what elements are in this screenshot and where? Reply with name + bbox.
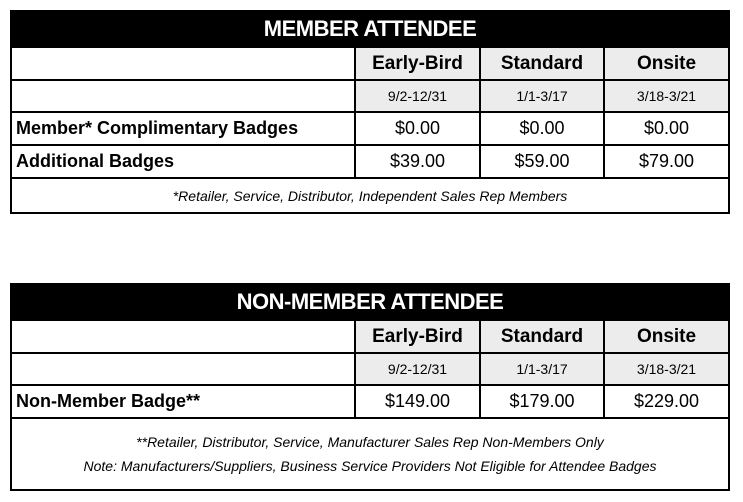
- non-member-footnote: [12, 419, 728, 489]
- date-standard: 1/1-3/17: [481, 81, 605, 111]
- price-early-bird: $39.00: [356, 146, 481, 177]
- column-header-row: [12, 321, 728, 354]
- row-label-non-member-badge: Non-Member Badge**: [12, 386, 356, 417]
- empty-date-cell: [12, 354, 356, 384]
- table-row: [12, 113, 728, 146]
- column-header-early-bird: Early-Bird: [356, 321, 481, 352]
- footnote-line-2: Note: Manufacturers/Suppliers, Business Service Providers Not Eligible for Attendee Badges: [83, 458, 657, 474]
- price-early-bird: $0.00: [356, 113, 481, 144]
- date-range-row: [12, 81, 728, 113]
- price-onsite: $79.00: [638, 151, 695, 171]
- price-onsite: $0.00: [643, 118, 690, 138]
- non-member-attendee-table: [10, 283, 730, 491]
- footnote-line-1: **Retailer, Distributor, Service, Manufacturer Sales Rep Non-Members Only: [136, 434, 604, 450]
- price-standard: $0.00: [481, 113, 605, 144]
- empty-header-cell: [12, 321, 356, 352]
- price-early-bird: $149.00: [356, 386, 481, 417]
- column-header-standard: Standard: [481, 321, 605, 352]
- column-header-row: [12, 48, 728, 81]
- empty-header-cell: [12, 48, 356, 79]
- price-standard: $179.00: [481, 386, 605, 417]
- price-onsite: $229.00: [633, 391, 700, 411]
- table-row: [12, 386, 728, 419]
- table-row: [12, 146, 728, 179]
- member-attendee-table: [10, 10, 730, 214]
- column-header-onsite: Onsite: [605, 321, 728, 352]
- date-onsite: 3/18-3/21: [605, 354, 728, 384]
- date-early-bird: 9/2-12/31: [356, 354, 481, 384]
- date-onsite: 3/18-3/21: [605, 81, 728, 111]
- date-standard: 1/1-3/17: [481, 354, 605, 384]
- member-footnote: *Retailer, Service, Distributor, Independent Sales Rep Members: [172, 187, 568, 204]
- column-header-standard: Standard: [481, 48, 605, 79]
- column-header-onsite: Onsite: [605, 48, 728, 79]
- row-label-complimentary: Member* Complimentary Badges: [12, 113, 356, 144]
- empty-date-cell: [12, 81, 356, 111]
- date-range-row: [12, 354, 728, 386]
- column-header-early-bird: Early-Bird: [356, 48, 481, 79]
- row-label-additional: Additional Badges: [12, 146, 356, 177]
- table-title: MEMBER ATTENDEE: [12, 12, 728, 48]
- table-title: NON-MEMBER ATTENDEE: [12, 285, 728, 321]
- price-standard: $59.00: [481, 146, 605, 177]
- date-early-bird: 9/2-12/31: [356, 81, 481, 111]
